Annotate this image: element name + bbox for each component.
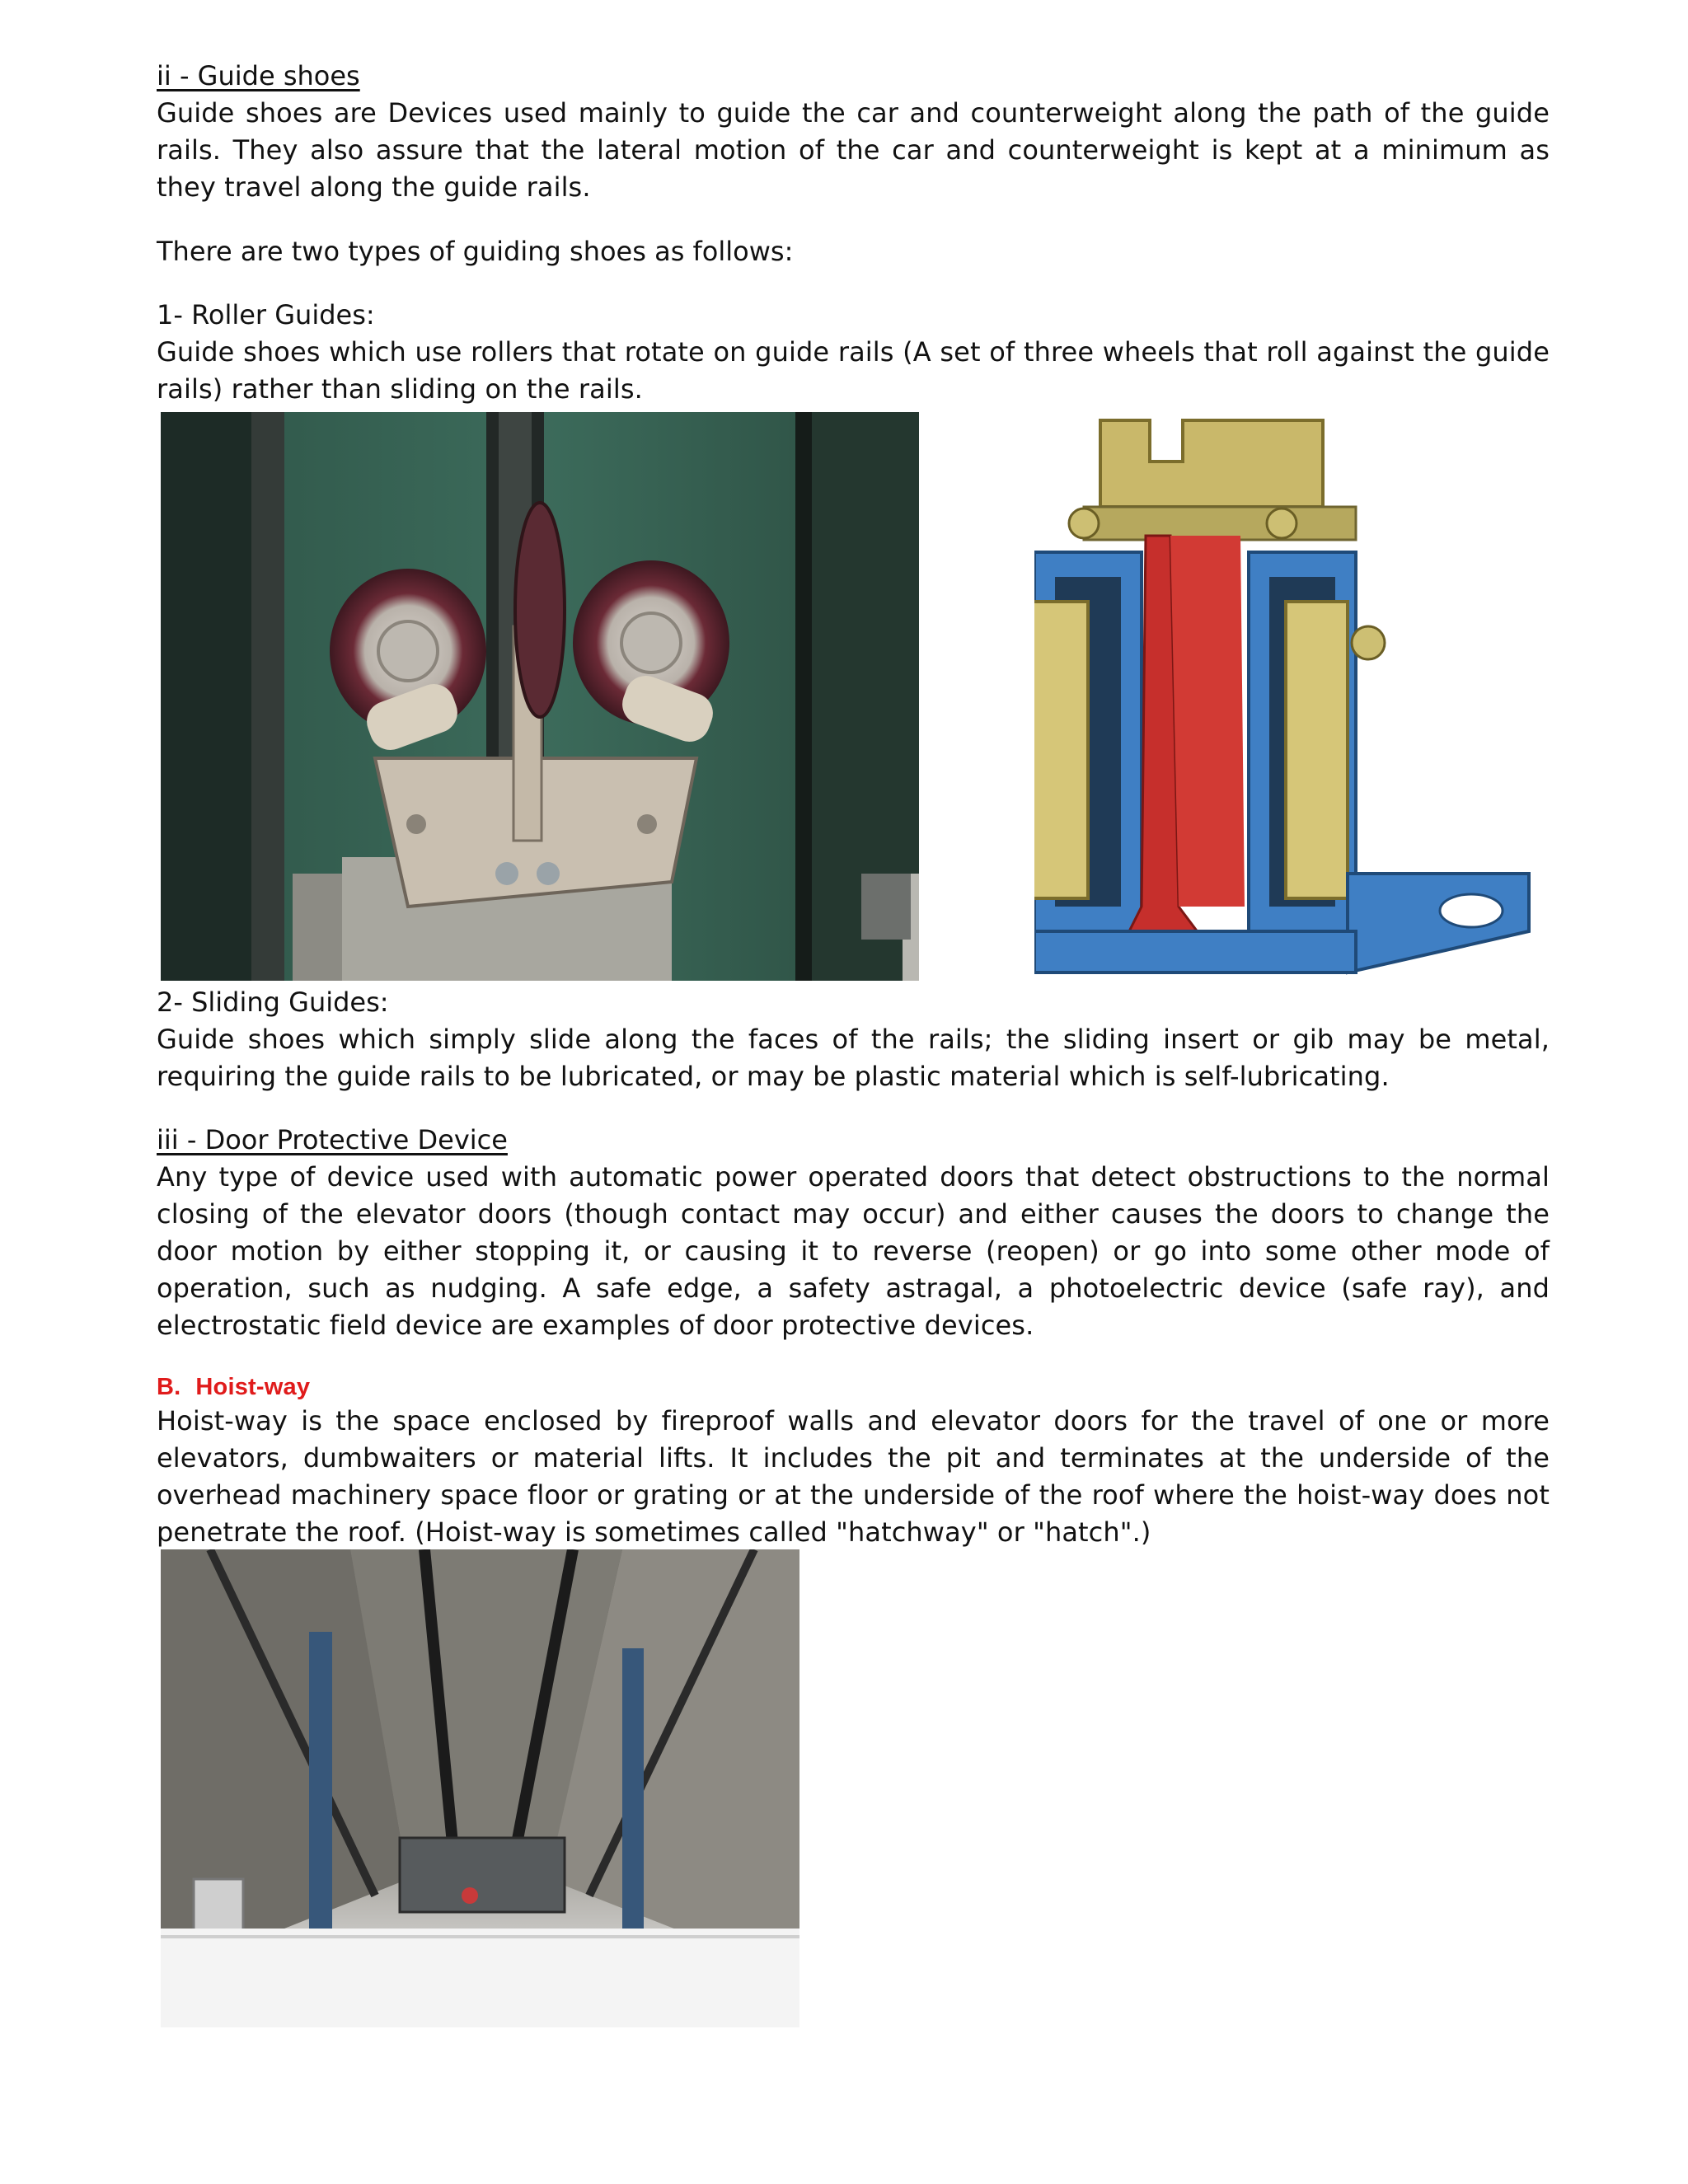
guide-shoes-heading: ii - Guide shoes: [157, 60, 360, 91]
guide-shoes-paragraph: Guide shoes are Devices used mainly to guide the car and counterweight along the path of the guide rails. They also assure that the lateral motion of the car and counterweight is kept at a minimum as they travel along the guide rails.: [157, 97, 1550, 203]
door-protective-heading: iii - Door Protective Device: [157, 1124, 508, 1155]
door-protective-text: Any type of device used with automatic power operated doors that detect obstructions to the normal closing of the elevator doors (though contact may occur) and either causes the doors to change the door motion by either stopping it, or causing it to reverse (reopen) or go into some other mode of operation, such as nudging. A safe edge, a safety astragal, a photoelectric device (safe ray), and electrostatic field device are examples of door protective devices.: [157, 1161, 1550, 1341]
roller-guide-photo: [161, 412, 919, 981]
sliding-guides-heading: 2- Sliding Guides:: [157, 987, 389, 1018]
guide-shoes-types-intro: There are two types of guiding shoes as follows:: [157, 236, 794, 267]
hoistway-text: Hoist-way is the space enclosed by fireproof walls and elevator doors for the travel of one or more elevators, dumbwaiters or material lifts. It includes the pit and terminates at the underside of the overhead machinery space floor or grating or at the underside of the roof where the hoist-way does not penetrate the roof. (Hoist-way is sometimes called "hatchway" or "hatch".): [157, 1405, 1550, 1548]
hoistway-photo: [161, 1549, 799, 2027]
roller-guides-heading: 1- Roller Guides:: [157, 299, 375, 330]
sliding-guide-shoe-photo: [1034, 412, 1562, 981]
hoistway-number: B.: [157, 1374, 181, 1400]
sliding-guides-text: Guide shoes which simply slide along the faces of the rails; the sliding insert or gib may be metal, requiring the guide rails to be lubricated, or may be plastic material which is self-lubricating.: [157, 1024, 1550, 1092]
roller-guides-text: Guide shoes which use rollers that rotate on guide rails (A set of three wheels that roll against the guide rails) rather than sliding on the rails.: [157, 336, 1550, 405]
hoistway-heading: [157, 1371, 310, 1404]
hoistway-title: Hoist-way: [195, 1374, 311, 1400]
